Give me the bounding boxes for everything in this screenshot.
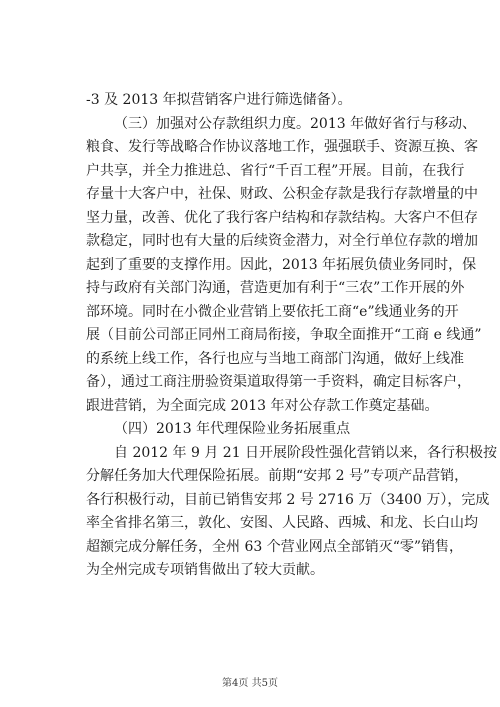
text-line: 起到了重要的支撑作用。因此，2013 年拓展负债业务同时，保 <box>86 256 477 273</box>
text-line: （三）加强对公存款组织力度。2013 年做好省行与移动、 <box>114 115 477 132</box>
body-text <box>86 89 498 583</box>
text-line: 户共享，并全力推进总、省行“千百工程”开展。目前，在我行 <box>86 162 465 179</box>
text-line: 展（目前公司部正同州工商局衔接，争取全面推开“工商 e 线通” <box>86 327 482 343</box>
text-line: 存量十大客户中，社保、财政、公积金存款是我行存款增量的中 <box>86 186 478 202</box>
text-line: 率全省排名第三，敦化、安图、人民路、西城、和龙、长白山均 <box>86 515 478 531</box>
text-line: 坚力量，改善、优化了我行客户结构和存款结构。大客户不但存 <box>86 209 478 226</box>
text-line: 备），通过工商注册验资渠道取得第一手资料，确定目标客户， <box>86 374 471 390</box>
text-line: 部环境。同时在小微企业营销上要依托工商“e”线通业务的开 <box>86 303 459 320</box>
text-line: 持与政府有关部门沟通，营造更加有利于“三农”工作开展的外 <box>86 280 465 296</box>
text-line: 超额完成分解任务，全州 63 个营业网点全部销灭“零”销售， <box>86 538 464 555</box>
text-line: 的系统上线工作，各行也应与当地工商部门沟通，做好上线准 <box>86 350 464 367</box>
text-line: 粮食、发行等战略合作协议落地工作，强强联手、资源互换、客 <box>86 139 478 155</box>
text-line: -3 及 2013 年拟营销客户进行筛选储备）。 <box>86 92 352 108</box>
text-line: 自 2012 年 9 月 21 日开展阶段性强化营销以来，各行积极按 <box>114 444 498 461</box>
text-line: 款稳定，同时也有大量的后续资金潜力，对全行单位存款的增加 <box>86 233 478 249</box>
text-line: 跟进营销，为全面完成 2013 年对公存款工作奠定基础。 <box>86 397 439 414</box>
text-line: 各行积极行动，目前已销售安邦 2 号 2716 万（3400 万），完成 <box>86 491 490 508</box>
page-number-footer: 第4页 共5页 <box>222 678 278 689</box>
section-heading: （四）2013 年代理保险业务拓展重点 <box>114 421 351 437</box>
text-line: 为全州完成专项销售做出了较大贡献。 <box>86 562 324 578</box>
text-line: 分解任务加大代理保险拓展。前期“安邦 2 号”专项产品营销， <box>86 468 469 484</box>
